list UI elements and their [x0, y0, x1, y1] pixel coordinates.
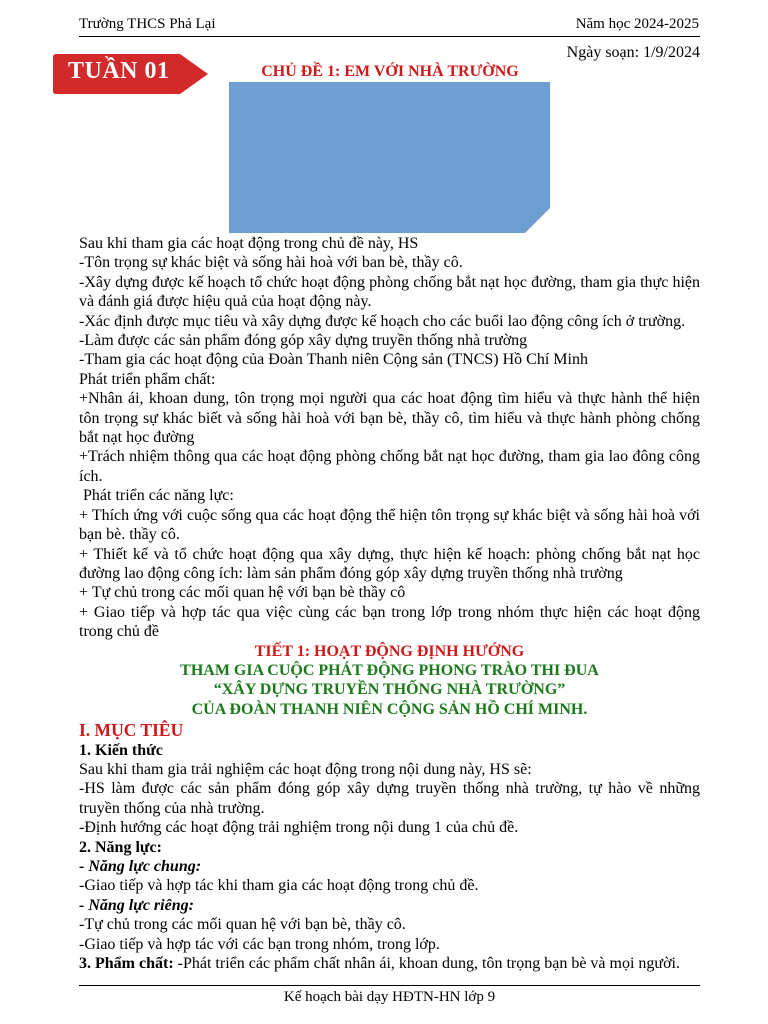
intro-line: -Tham gia các hoạt động của Đoàn Thanh niên Cộng sản (TNCS) Hồ Chí Minh	[79, 351, 588, 369]
section-heading-objectives: I. MỤC TIÊU	[79, 720, 184, 741]
ability-heading: 2. Năng lực:	[79, 838, 162, 856]
knowledge-line: -Định hướng các hoạt động trải nghiệm trong nội dung 1 của chủ đề.	[79, 819, 519, 837]
week-badge	[52, 52, 210, 96]
lesson-title-line3: “XÂY DỰNG TRUYỀN THỐNG NHÀ TRƯỜNG”	[213, 681, 566, 699]
general-ability-line: -Giao tiếp và hợp tác khi tham gia các hoạt động trong chủ đề.	[79, 877, 479, 895]
intro-line: + Thiết kế và tổ chức hoạt động qua xây dựng, thực hiện kế hoạch: phòng chống bắt nạt học đường lao động công ích: làm sản phẩm đóng góp xây dựng truyền thống nhà trường	[79, 545, 700, 582]
quality-text: -Phát triển các phẩm chất nhân ái, khoan dung, tôn trọng bạn bè và mọi người.	[173, 955, 680, 973]
intro-line: + Thích ứng với cuộc sống qua các hoạt động thể hiện tôn trọng sự khác biệt và sống hài hoà với bạn bè. thầy cô.	[79, 506, 700, 544]
specific-ability-line: -Tự chủ trong các mối quan hệ với bạn bè, thầy cô.	[79, 916, 406, 934]
intro-line: -Tôn trọng sự khác biệt và sống hài hoà với ban bè, thầy cô.	[79, 254, 463, 272]
week-label: TUẦN 01	[68, 58, 170, 84]
knowledge-heading: 1. Kiến thức	[79, 741, 163, 759]
lesson-title-line4: CỦA ĐOÀN THANH NIÊN CỘNG SẢN HỒ CHÍ MINH.	[191, 700, 588, 718]
intro-line: -Xác định được mục tiêu và xây dựng được kế hoạch cho các buổi lao động công ích ở trường.	[79, 312, 686, 330]
intro-line: + Giao tiếp và hợp tác qua việc cùng các bạn trong lớp trong nhóm thực hiện các hoạt động trong chủ đề	[79, 603, 700, 641]
banner-image-placeholder	[229, 82, 551, 234]
lesson-title-line1: TIẾT 1: HOẠT ĐỘNG ĐỊNH HƯỚNG	[254, 642, 525, 660]
intro-line: +Trách nhiệm thông qua các hoạt động phòng chống bắt nạt học đường, tham gia lao đông công ích.	[79, 448, 700, 485]
general-ability-heading: - Năng lực chung:	[79, 858, 202, 875]
intro-line: +Nhân ái, khoan dung, tôn trọng mọi người qua các hoat động tìm hiểu và thực hành thể hiện tôn trọng sự khác biết và sống hài hoà với bạn bè, thầy cô, tìm hiểu và thực hành phòng chống bắt nạt học đường	[79, 390, 700, 447]
page-header	[79, 16, 700, 37]
intro-line: Sau khi tham gia các hoạt động trong chủ đề này, HS	[79, 235, 419, 252]
intro-line: -Làm được các sản phẩm đóng góp xây dựng truyền thống nhà trường	[79, 332, 528, 350]
intro-line: + Tự chủ trong các mối quan hệ với bạn bè thầy cô	[79, 584, 406, 602]
document-body	[79, 234, 700, 973]
specific-ability-line: -Giao tiếp và hợp tác với các bạn trong nhóm, trong lớp.	[79, 935, 440, 953]
knowledge-line: Sau khi tham gia trải nghiệm các hoạt động trong nội dung này, HS sẽ:	[79, 760, 532, 778]
intro-line: Phát triển các năng lực:	[79, 487, 234, 505]
intro-line: -Xây dựng được kế hoạch tổ chức hoạt động phòng chống bắt nạt học đường, tham gia thực hiện và đánh giá được hiệu quả của hoạt động này.	[79, 273, 700, 311]
banner-shape	[229, 82, 550, 233]
intro-line: Phát triển phẩm chất:	[79, 370, 216, 388]
lesson-title-line2: THAM GIA CUỘC PHÁT ĐỘNG PHONG TRÀO THI ĐUA	[180, 661, 599, 679]
page-footer: Kế hoạch bài dạy HĐTN-HN lớp 9	[79, 985, 700, 1006]
knowledge-line: -HS làm được các sản phẩm đóng góp xây dựng truyền thống nhà trường, tự hào về những truyền thống của nhà trường.	[79, 780, 700, 817]
quality-paragraph	[79, 954, 700, 973]
school-year: Năm học 2024-2025	[575, 16, 699, 32]
prep-date: Ngày soạn: 1/9/2024	[566, 44, 700, 61]
school-name: Trường THCS Phả Lại	[79, 16, 216, 32]
topic-title: CHỦ ĐỀ 1: EM VỚI NHÀ TRƯỜNG	[261, 63, 519, 80]
specific-ability-heading: - Năng lực riêng:	[79, 896, 194, 914]
quality-heading: 3. Phẩm chất:	[79, 955, 174, 973]
